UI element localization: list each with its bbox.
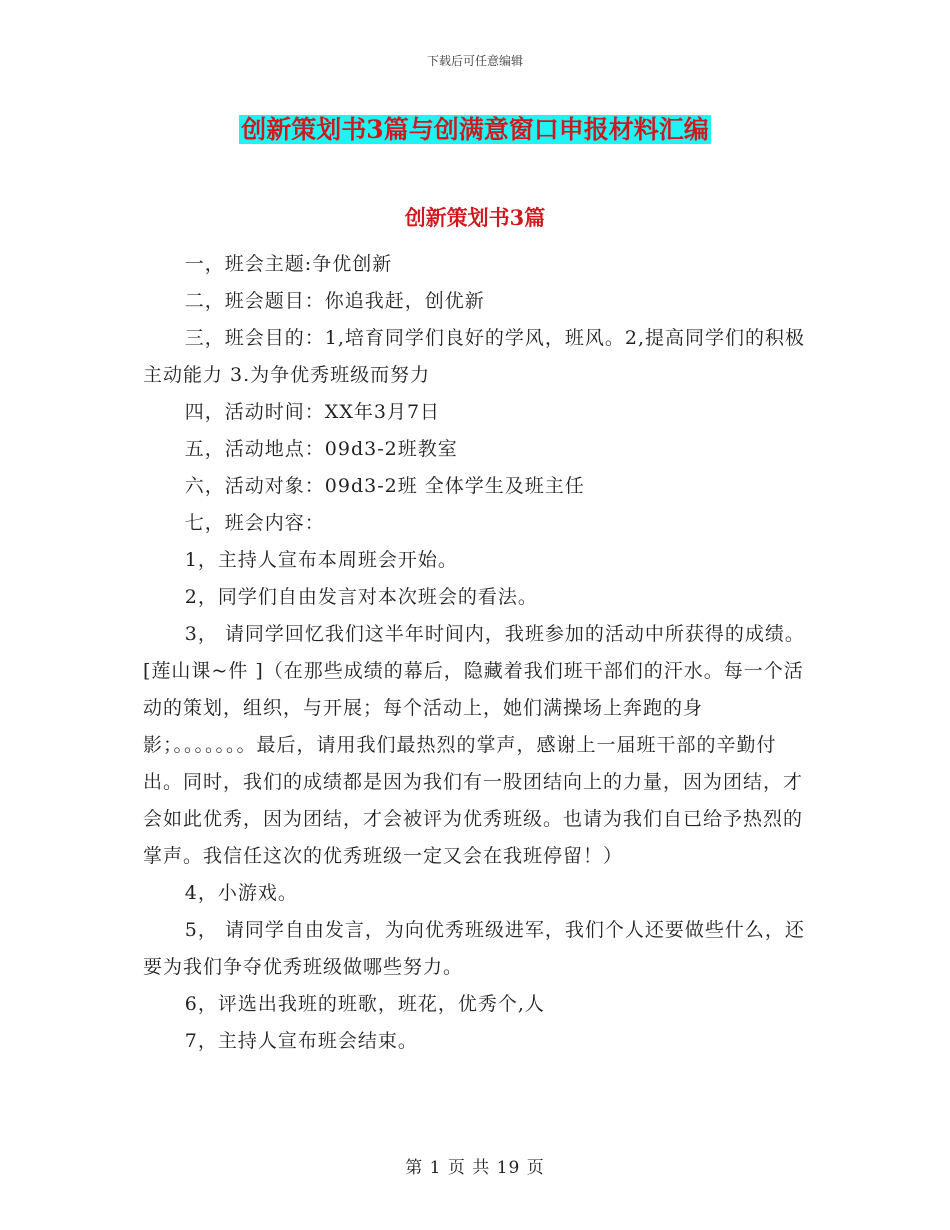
paragraph: 3， 请同学回忆我们这半年时间内，我班参加的活动中所获得的成绩。[莲山课~件 ]（在那些成绩的幕后，隐藏着我们班干部们的汗水。每一个活动的策划，组织，与开展；每个活动上，她们满操场上奔跑的身影；。。。。。。。最后，请用我们最热烈的掌声，感谢上一届班干部的辛勤付出。同时，我们的成绩都是因为我们有一股团结向上的力量，因为团结，才会如此优秀，因为团结，才会被评为优秀班级。也请为我们自已给予热烈的掌声。我信任这次的优秀班级一定又会在我班停留！） xyxy=(143,623,805,867)
paragraph: 七，班会内容： xyxy=(184,512,325,534)
document-title xyxy=(0,112,950,148)
paragraph: 7，主持人宣布班会结束。 xyxy=(184,1030,418,1052)
paragraph: 四，活动时间：XX年3月7日 xyxy=(184,401,441,423)
document-title-text: 创新策划书3篇与创满意窗口申报材料汇编 xyxy=(241,115,709,144)
paragraph: 五，活动地点：09d3-2班教室 xyxy=(184,438,458,460)
paragraph: 6，评选出我班的班歌，班花，优秀个,人 xyxy=(184,993,545,1015)
document-body xyxy=(143,246,807,1060)
paragraph: 5， 请同学自由发言，为向优秀班级进军，我们个人还要做些什么，还要为我们争夺优秀班级做哪些努力。 xyxy=(143,919,805,978)
paragraph: 1，主持人宣布本周班会开始。 xyxy=(184,549,458,571)
paragraph: 二，班会题目：你追我赶，创优新 xyxy=(184,290,485,312)
section-title: 创新策划书3篇 xyxy=(404,205,546,230)
header-note: 下载后可任意编辑 xyxy=(426,54,523,68)
paragraph: 三，班会目的：1,培育同学们良好的学风，班风。2,提高同学们的积极主动能力 3.为争优秀班级而努力 xyxy=(143,327,806,386)
paragraph: 2，同学们自由发言对本次班会的看法。 xyxy=(184,586,538,608)
paragraph: 六，活动对象：09d3-2班 全体学生及班主任 xyxy=(184,475,585,497)
paragraph: 4，小游戏。 xyxy=(184,882,298,904)
page-footer: 第 1 页 共 19 页 xyxy=(405,1158,545,1178)
paragraph: 一，班会主题:争优创新 xyxy=(184,253,393,275)
